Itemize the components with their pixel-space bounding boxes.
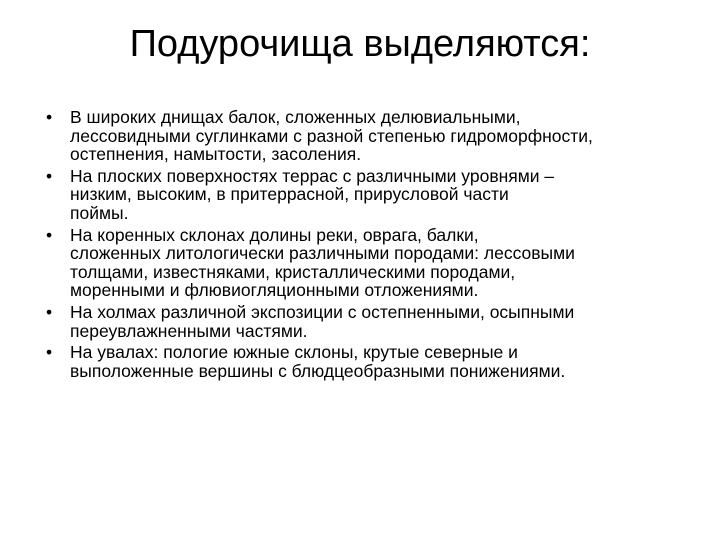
bullet-text: На увалах: пологие южные склоны, крутые северные и выположенные вершины с блюдцеобразными понижениями. bbox=[70, 342, 566, 381]
bullet-text: На плоских поверхностях террас с различными уровнями – низким, высоким, в притеррасной, прирусловой части поймы. bbox=[70, 165, 555, 223]
bullet-text: В широких днищах балок, сложенных делювиальными, лессовидными суглинками с разной степенью гидроморфности, остепнения, намытости, засоления. bbox=[70, 107, 593, 165]
bullet-list bbox=[46, 108, 686, 383]
bullet-marker: • bbox=[46, 165, 53, 186]
bullet-text: На коренных склонах долины реки, оврага, балки, сложенных литологически различными породами: лессовыми толщами, известняками, кристаллическими породами, моренными и флювиогляционными отложениями. bbox=[70, 224, 575, 301]
bullet-text: На холмах различной экспозиции с остепненными, осыпными переувлажненными частями. bbox=[70, 301, 575, 341]
bullet-item-4 bbox=[46, 303, 686, 340]
bullet-item-1 bbox=[46, 108, 686, 164]
bullet-marker: • bbox=[46, 301, 53, 322]
bullet-marker: • bbox=[46, 107, 53, 127]
slide-title: Подурочища выделяются: bbox=[129, 23, 591, 65]
bullet-marker: • bbox=[46, 224, 53, 245]
bullet-item-2 bbox=[46, 167, 686, 223]
bullet-item-3 bbox=[46, 226, 686, 300]
bullet-item-5 bbox=[46, 343, 686, 380]
bullet-marker: • bbox=[46, 342, 53, 363]
